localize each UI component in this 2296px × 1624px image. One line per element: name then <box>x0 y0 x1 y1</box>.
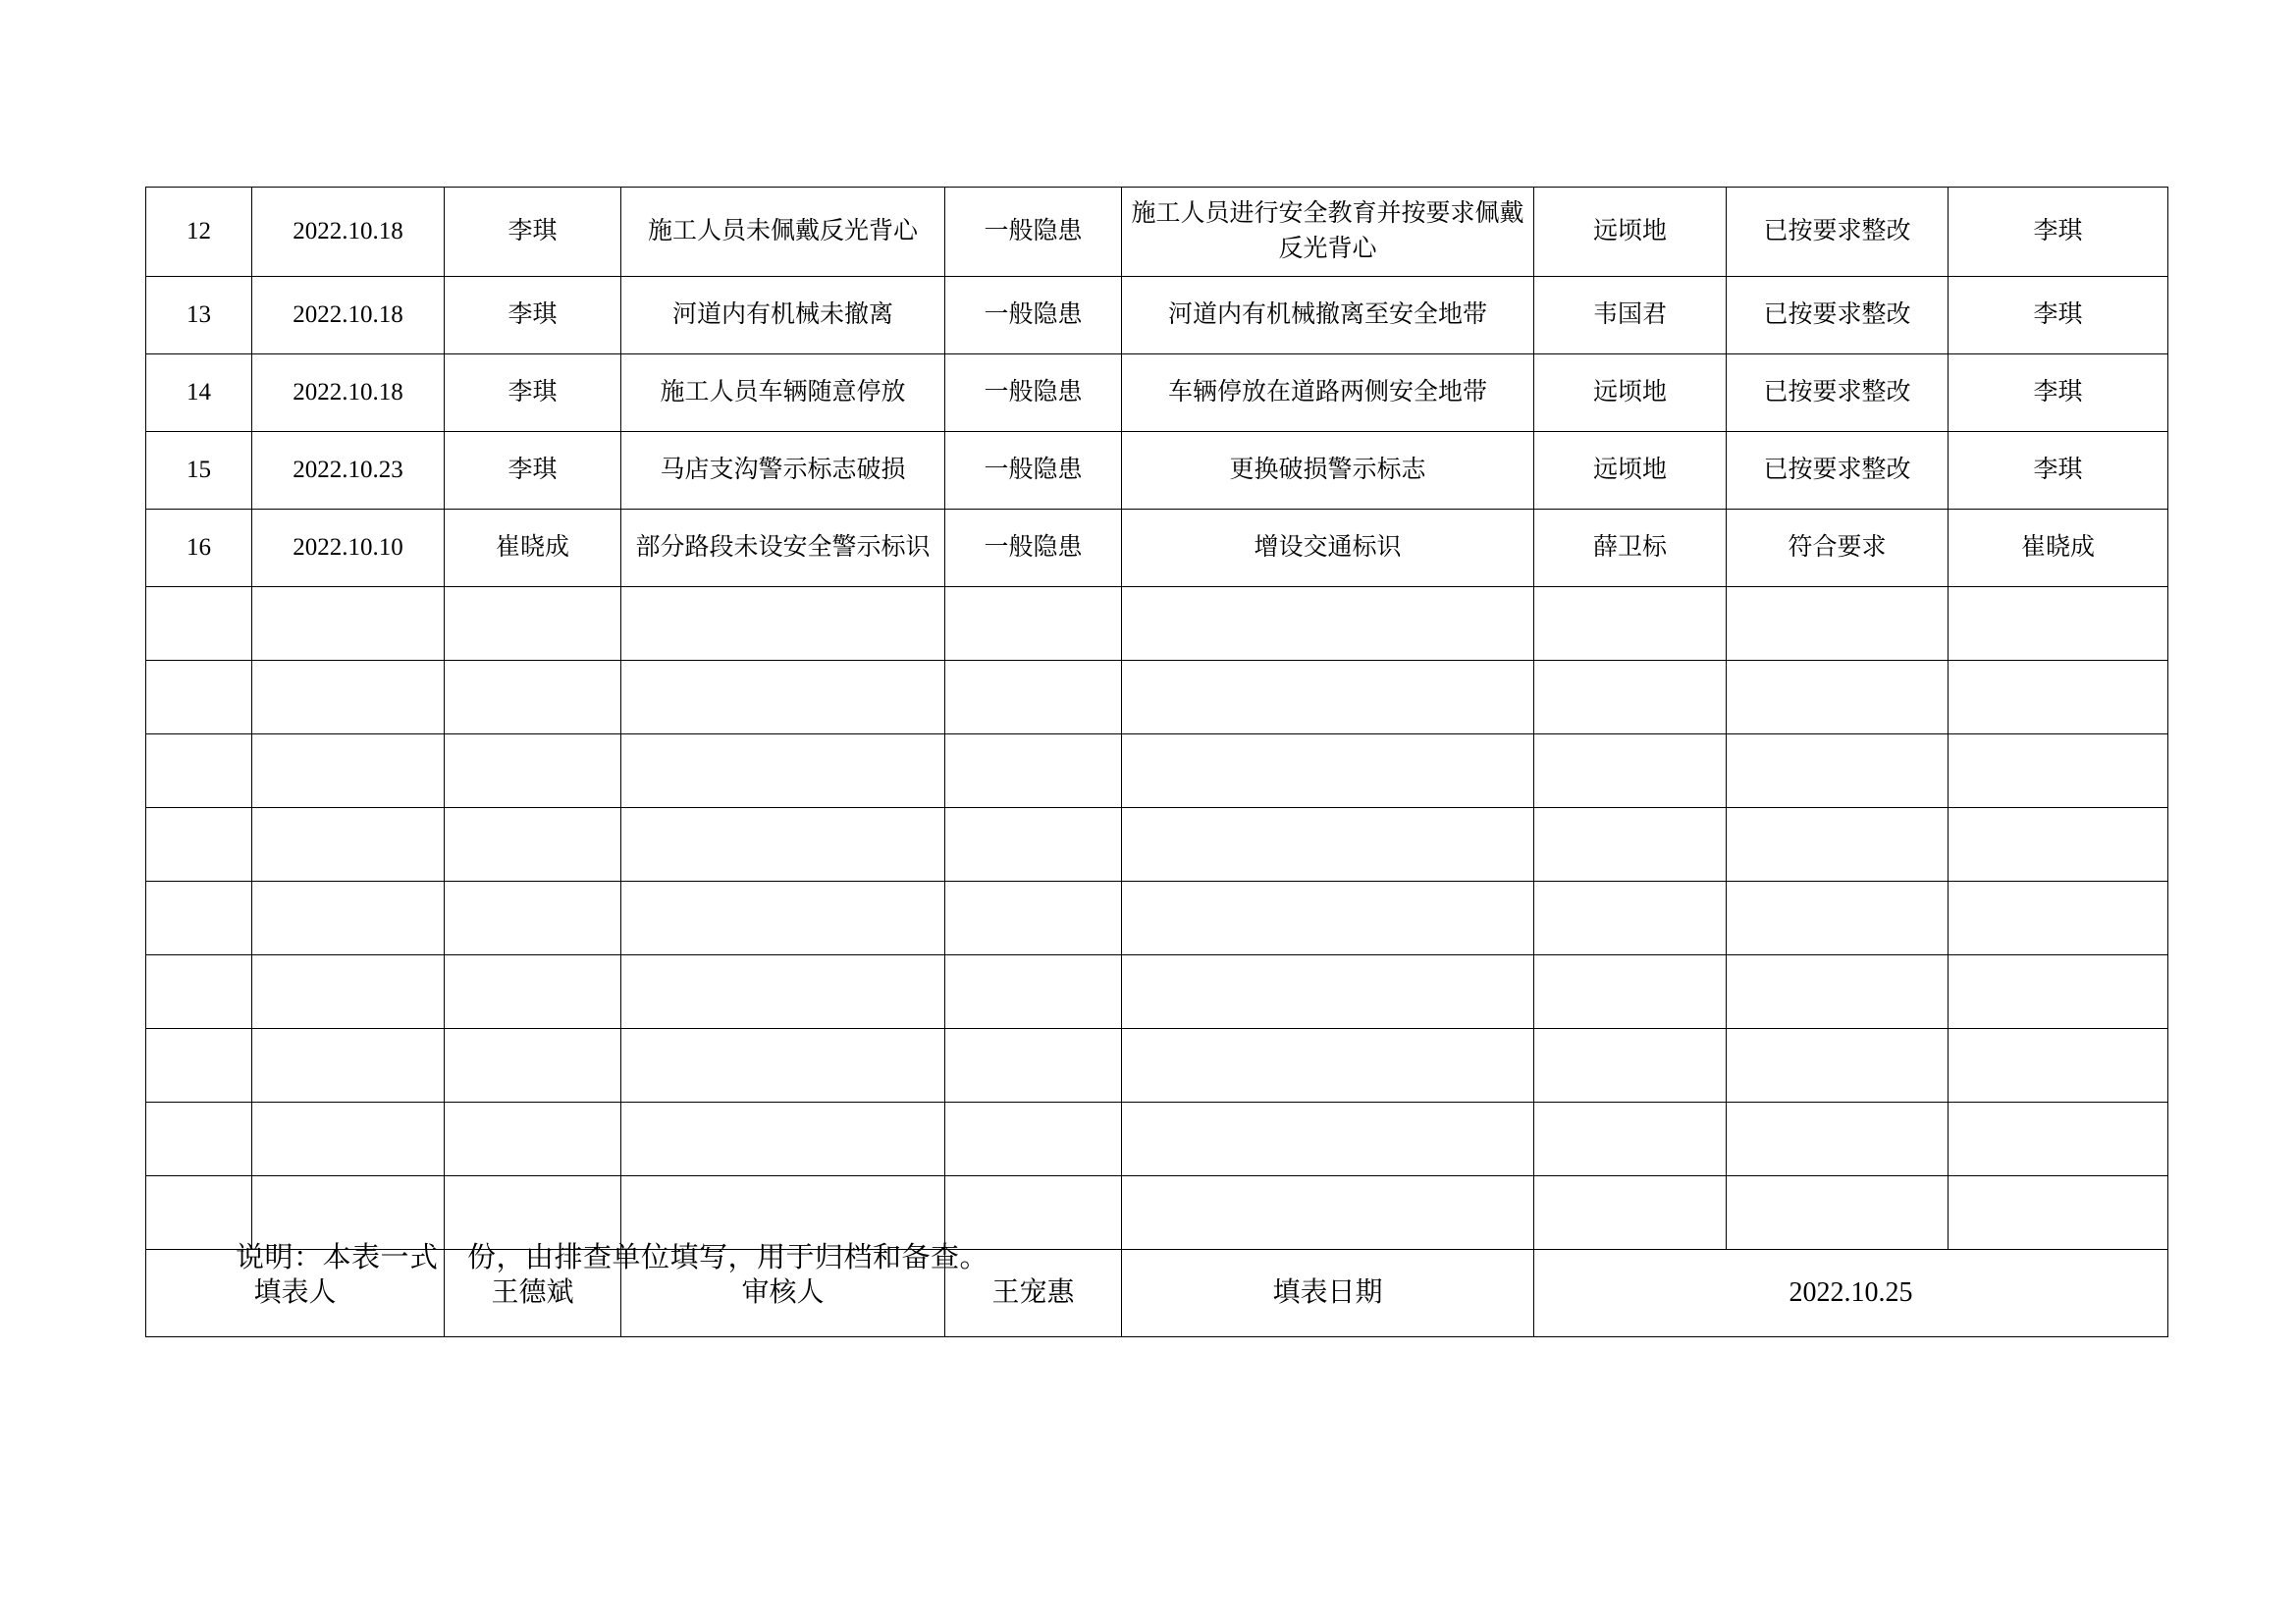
cell-checker <box>1949 1176 2168 1250</box>
table-row-empty <box>146 587 2168 661</box>
cell-responsible <box>1534 661 1727 734</box>
cell-measure <box>1122 1176 1534 1250</box>
cell-result: 已按要求整改 <box>1727 188 1949 277</box>
cell-level: 一般隐患 <box>945 432 1122 510</box>
cell-inspector <box>445 734 621 808</box>
cell-date <box>252 808 445 882</box>
table-row-empty <box>146 882 2168 955</box>
footer-date-value: 2022.10.25 <box>1534 1250 2168 1337</box>
cell-description: 施工人员未佩戴反光背心 <box>621 188 945 277</box>
table-row <box>146 432 2168 510</box>
cell-checker: 李琪 <box>1949 432 2168 510</box>
cell-checker <box>1949 1103 2168 1176</box>
cell-responsible: 远顷地 <box>1534 188 1727 277</box>
cell-inspector: 李琪 <box>445 432 621 510</box>
cell-no: 13 <box>146 277 252 354</box>
cell-level <box>945 1103 1122 1176</box>
cell-result: 已按要求整改 <box>1727 354 1949 432</box>
cell-no: 12 <box>146 188 252 277</box>
cell-inspector <box>445 1103 621 1176</box>
hazard-table <box>145 187 2168 1337</box>
cell-no: 15 <box>146 432 252 510</box>
cell-checker <box>1949 955 2168 1029</box>
cell-no <box>146 734 252 808</box>
cell-inspector: 李琪 <box>445 188 621 277</box>
cell-measure <box>1122 661 1534 734</box>
cell-inspector: 李琪 <box>445 277 621 354</box>
cell-level <box>945 882 1122 955</box>
cell-level <box>945 661 1122 734</box>
cell-measure <box>1122 1103 1534 1176</box>
cell-description <box>621 882 945 955</box>
footer-reviewer-value: 王宠惠 <box>945 1250 1122 1337</box>
cell-level <box>945 1029 1122 1103</box>
table-row <box>146 277 2168 354</box>
cell-inspector <box>445 661 621 734</box>
cell-responsible <box>1534 1029 1727 1103</box>
cell-measure <box>1122 808 1534 882</box>
cell-checker: 李琪 <box>1949 188 2168 277</box>
footer-filler-value: 王德斌 <box>445 1250 621 1337</box>
cell-checker <box>1949 882 2168 955</box>
table-row-empty <box>146 734 2168 808</box>
cell-date <box>252 882 445 955</box>
cell-result <box>1727 1103 1949 1176</box>
cell-no <box>146 1103 252 1176</box>
cell-checker: 李琪 <box>1949 354 2168 432</box>
table-body <box>146 188 2168 1337</box>
cell-no: 14 <box>146 354 252 432</box>
cell-description: 河道内有机械未撤离 <box>621 277 945 354</box>
cell-description: 施工人员车辆随意停放 <box>621 354 945 432</box>
cell-responsible <box>1534 1176 1727 1250</box>
form-note: 说明：本表一式 份，由排查单位填写，用于归档和备查。 <box>236 1242 989 1273</box>
cell-result <box>1727 1029 1949 1103</box>
cell-inspector <box>445 1029 621 1103</box>
cell-level <box>945 808 1122 882</box>
cell-result <box>1727 661 1949 734</box>
table-row-empty <box>146 1029 2168 1103</box>
cell-responsible <box>1534 882 1727 955</box>
cell-result <box>1727 1176 1949 1250</box>
cell-date <box>252 587 445 661</box>
cell-date <box>252 1103 445 1176</box>
cell-measure <box>1122 587 1534 661</box>
cell-date <box>252 734 445 808</box>
cell-description <box>621 734 945 808</box>
cell-responsible: 远顷地 <box>1534 432 1727 510</box>
cell-level <box>945 955 1122 1029</box>
hazard-inspection-sheet <box>145 187 2167 1337</box>
cell-level <box>945 734 1122 808</box>
cell-result <box>1727 734 1949 808</box>
cell-checker <box>1949 661 2168 734</box>
cell-level: 一般隐患 <box>945 188 1122 277</box>
cell-responsible: 远顷地 <box>1534 354 1727 432</box>
cell-date: 2022.10.18 <box>252 277 445 354</box>
cell-inspector <box>445 882 621 955</box>
cell-inspector: 李琪 <box>445 354 621 432</box>
cell-responsible <box>1534 1103 1727 1176</box>
cell-result <box>1727 808 1949 882</box>
cell-description <box>621 661 945 734</box>
cell-no <box>146 882 252 955</box>
cell-responsible <box>1534 734 1727 808</box>
cell-level <box>945 587 1122 661</box>
cell-description: 部分路段未设安全警示标识 <box>621 510 945 587</box>
cell-measure <box>1122 955 1534 1029</box>
cell-no <box>146 661 252 734</box>
cell-responsible <box>1534 808 1727 882</box>
cell-date: 2022.10.10 <box>252 510 445 587</box>
cell-result: 符合要求 <box>1727 510 1949 587</box>
cell-date: 2022.10.18 <box>252 188 445 277</box>
table-row-empty <box>146 808 2168 882</box>
table-row-empty <box>146 1103 2168 1176</box>
cell-no: 16 <box>146 510 252 587</box>
cell-description: 马店支沟警示标志破损 <box>621 432 945 510</box>
cell-measure: 更换破损警示标志 <box>1122 432 1534 510</box>
cell-responsible <box>1534 587 1727 661</box>
cell-no <box>146 808 252 882</box>
cell-description <box>621 587 945 661</box>
table-row <box>146 510 2168 587</box>
table-row-empty <box>146 661 2168 734</box>
cell-inspector <box>445 808 621 882</box>
cell-date <box>252 1029 445 1103</box>
cell-checker <box>1949 587 2168 661</box>
cell-checker: 李琪 <box>1949 277 2168 354</box>
cell-inspector <box>445 587 621 661</box>
footer-reviewer-label: 审核人 <box>621 1250 945 1337</box>
cell-measure <box>1122 882 1534 955</box>
cell-measure: 施工人员进行安全教育并按要求佩戴反光背心 <box>1122 188 1534 277</box>
cell-description <box>621 1029 945 1103</box>
cell-checker: 崔晓成 <box>1949 510 2168 587</box>
cell-inspector <box>445 955 621 1029</box>
cell-measure: 河道内有机械撤离至安全地带 <box>1122 277 1534 354</box>
cell-responsible <box>1534 955 1727 1029</box>
cell-result: 已按要求整改 <box>1727 432 1949 510</box>
cell-description <box>621 1103 945 1176</box>
cell-measure <box>1122 1029 1534 1103</box>
table-row-empty <box>146 955 2168 1029</box>
cell-measure <box>1122 734 1534 808</box>
footer-filler-label: 填表人 <box>146 1250 445 1337</box>
cell-date: 2022.10.18 <box>252 354 445 432</box>
cell-result <box>1727 882 1949 955</box>
cell-no <box>146 1029 252 1103</box>
cell-no <box>146 955 252 1029</box>
cell-result <box>1727 955 1949 1029</box>
cell-date <box>252 955 445 1029</box>
table-row <box>146 354 2168 432</box>
cell-responsible: 薛卫标 <box>1534 510 1727 587</box>
cell-level: 一般隐患 <box>945 510 1122 587</box>
cell-date: 2022.10.23 <box>252 432 445 510</box>
cell-result <box>1727 587 1949 661</box>
cell-no <box>146 587 252 661</box>
cell-description <box>621 808 945 882</box>
cell-date <box>252 661 445 734</box>
cell-measure: 增设交通标识 <box>1122 510 1534 587</box>
cell-measure: 车辆停放在道路两侧安全地带 <box>1122 354 1534 432</box>
table-row <box>146 188 2168 277</box>
cell-level: 一般隐患 <box>945 354 1122 432</box>
cell-level: 一般隐患 <box>945 277 1122 354</box>
cell-checker <box>1949 1029 2168 1103</box>
cell-checker <box>1949 808 2168 882</box>
cell-result: 已按要求整改 <box>1727 277 1949 354</box>
cell-responsible: 韦国君 <box>1534 277 1727 354</box>
cell-description <box>621 955 945 1029</box>
cell-checker <box>1949 734 2168 808</box>
footer-date-label: 填表日期 <box>1122 1250 1534 1337</box>
cell-inspector: 崔晓成 <box>445 510 621 587</box>
